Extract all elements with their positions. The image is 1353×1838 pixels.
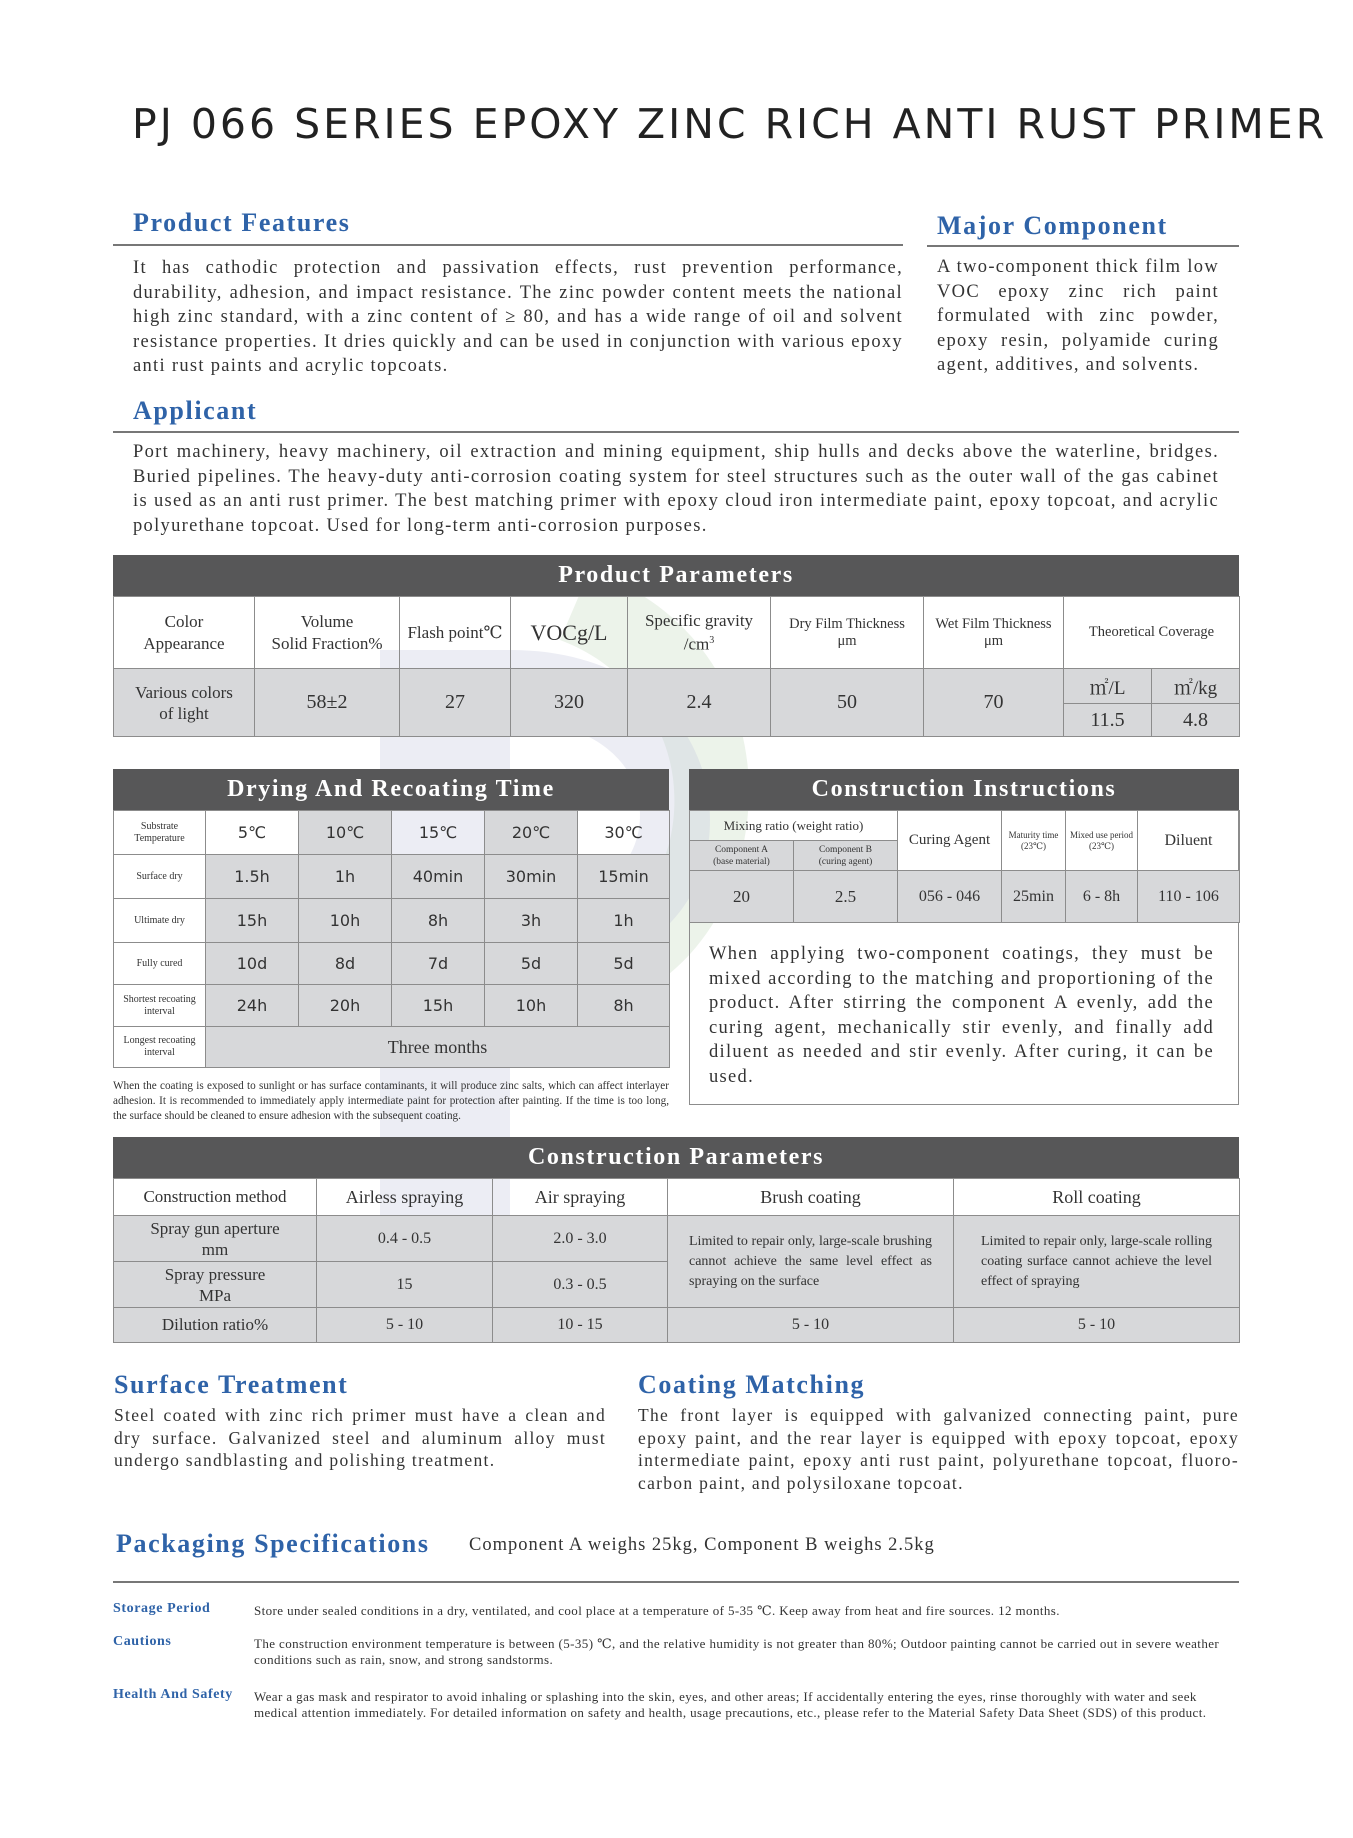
d-cell: 20h xyxy=(299,985,392,1027)
d-temp: 5℃ xyxy=(206,811,299,855)
h-comp-b: Component B (curing agent) xyxy=(794,841,898,871)
surface-heading: Surface Treatment xyxy=(114,1370,349,1399)
d-cell: 15h xyxy=(392,985,485,1027)
v-air-aperture: 2.0 - 3.0 xyxy=(493,1216,668,1262)
brush-note: Limited to repair only, large-scale brushing cannot achieve the same level effect as spraying on the surface xyxy=(668,1216,954,1308)
d-temp: 20℃ xyxy=(485,811,578,855)
h-diluent: Diluent xyxy=(1138,811,1240,871)
v-airless-aperture: 0.4 - 0.5 xyxy=(317,1216,493,1262)
features-heading: Product Features xyxy=(133,208,351,237)
d-temp: 15℃ xyxy=(392,811,485,855)
v-flash: 27 xyxy=(400,669,511,737)
d-cell: 5d xyxy=(578,943,670,985)
v-comp-a: 20 xyxy=(690,871,794,923)
d-cell: 10h xyxy=(485,985,578,1027)
features-text: It has cathodic protection and passivation effects, rust prevention performance, durability, adhesion, and impact resistance. The zinc powder content meets the national high zinc standard, with a zinc content of ≥ 80, and has a wide range of oil and solvent resistance properties. It dries quickly and can be used in conjunction with various epoxy anti rust paints and acrylic topcoats. xyxy=(133,258,903,376)
v-cov-kg: 4.8 xyxy=(1152,704,1240,737)
h-flash: Flash point℃ xyxy=(400,597,511,669)
d-row-label: Ultimate dry xyxy=(114,899,206,943)
h-brush: Brush coating xyxy=(668,1179,954,1216)
d-cell: 15min xyxy=(578,855,670,899)
d-temp: 10℃ xyxy=(299,811,392,855)
d-cell: 1.5h xyxy=(206,855,299,899)
page-title: PJ 066 SERIES EPOXY ZINC RICH ANTI RUST PRIMER xyxy=(132,100,1328,148)
d-cell: 1h xyxy=(299,855,392,899)
v-voc: 320 xyxy=(511,669,628,737)
cautions-text: The construction environment temperature is between (5-35) ℃, and the relative humidity is not greater than 80%; Outdoor painting cannot be carried out in severe weather conditions such as rain, snow, and strong sandstorms. xyxy=(254,1636,1220,1667)
v-wet: 70 xyxy=(924,669,1064,737)
d-cell: 3h xyxy=(485,899,578,943)
v-volume: 58±2 xyxy=(255,669,400,737)
v-air-pressure: 0.3 - 0.5 xyxy=(493,1262,668,1308)
r-dilution: Dilution ratio% xyxy=(114,1308,317,1343)
params-table xyxy=(113,596,1240,737)
mix-ratio: Mixing ratio (weight ratio) xyxy=(690,811,898,841)
matching-text: The front layer is equipped with galvanized connecting paint, pure epoxy paint, and the rear layer is equipped with epoxy topcoat, epoxy intermediate paint, epoxy anti rust paint, polyurethane topcoat, fluoro-carbon paint, and polysiloxane topcoat. xyxy=(638,1405,1239,1493)
v-sg: 2.4 xyxy=(628,669,771,737)
applicant-rule xyxy=(113,431,1239,433)
d-cell: 8d xyxy=(299,943,392,985)
h-maturity: Maturity time (23℃) xyxy=(1002,811,1066,871)
h-method: Construction method xyxy=(114,1179,317,1216)
r-aperture: Spray gun aperture mm xyxy=(114,1216,317,1262)
component-text: A two-component thick film low VOC epoxy zinc rich paint formulated with zinc powder, epoxy resin, polyamide curing agent, additives, and solvents. xyxy=(937,257,1219,375)
v-color: Various colors of light xyxy=(114,669,255,737)
v-cov-l: 11.5 xyxy=(1064,704,1152,737)
v-mixed-use: 6 - 8h xyxy=(1066,871,1138,923)
v-dry: 50 xyxy=(771,669,924,737)
v-brush-dilution: 5 - 10 xyxy=(668,1308,954,1343)
storage-text: Store under sealed conditions in a dry, ventilated, and cool place at a temperature of 5-35 ℃. Keep away from heat and fire sources. 12 months. xyxy=(254,1603,1060,1618)
h-airless: Airless spraying xyxy=(317,1179,493,1216)
h-volume: Volume Solid Fraction% xyxy=(255,597,400,669)
v-comp-b: 2.5 xyxy=(794,871,898,923)
component-heading: Major Component xyxy=(937,211,1168,240)
h-roll: Roll coating xyxy=(954,1179,1240,1216)
h-air: Air spraying xyxy=(493,1179,668,1216)
component-rule xyxy=(927,245,1239,247)
health-text: Wear a gas mask and respirator to avoid inhaling or splashing into the skin, eyes, and other areas; If accidentally entering the eyes, rinse thoroughly with water and seek medical attention immediately. For detailed information on safety and health, usage precautions, etc., please refer to the Material Safety Data Sheet (SDS) of this product. xyxy=(254,1689,1207,1720)
applicant-heading: Applicant xyxy=(133,396,258,425)
instructions-bar: Construction Instructions xyxy=(689,769,1239,810)
d-temp: 30℃ xyxy=(578,811,670,855)
cautions-label: Cautions xyxy=(113,1634,172,1649)
d-row-label: Surface dry xyxy=(114,855,206,899)
h-comp-a: Component A (base material) xyxy=(690,841,794,871)
drying-note: When the coating is exposed to sunlight or has surface contaminants, it will produce zinc salts, which can affect interlayer adhesion. It is recommended to immediately apply intermediate paint for protection after painting. If the time is too long, the surface should be cleaned to ensure adhesion with the subsequent coating. xyxy=(113,1080,669,1122)
storage-label: Storage Period xyxy=(113,1601,211,1616)
d-cell: 10h xyxy=(299,899,392,943)
h-mixed-use: Mixed use period (23℃) xyxy=(1066,811,1138,871)
u-per-kg: ㎡/kg xyxy=(1152,669,1240,704)
d-cell: 24h xyxy=(206,985,299,1027)
r-pressure: Spray pressure MPa xyxy=(114,1262,317,1308)
roll-note: Limited to repair only, large-scale rolling coating surface cannot achieve the level effect of spraying xyxy=(954,1216,1240,1308)
instructions-table xyxy=(689,810,1240,923)
features-rule xyxy=(113,244,903,246)
drying-table xyxy=(113,810,670,1068)
d-long-label: Longest recoating interval xyxy=(114,1027,206,1068)
packaging-heading: Packaging Specifications xyxy=(116,1529,430,1558)
d-substrate: Substrate Temperature xyxy=(114,811,206,855)
v-roll-dilution: 5 - 10 xyxy=(954,1308,1240,1343)
h-coverage: Theoretical Coverage xyxy=(1064,597,1240,669)
h-dry: Dry Film Thickness μm xyxy=(771,597,924,669)
d-cell: 8h xyxy=(392,899,485,943)
d-cell: 30min xyxy=(485,855,578,899)
d-cell: 5d xyxy=(485,943,578,985)
v-airless-pressure: 15 xyxy=(317,1262,493,1308)
health-label: Health And Safety xyxy=(113,1687,233,1702)
d-row-label: Fully cured xyxy=(114,943,206,985)
packaging-text: Component A weighs 25kg, Component B weighs 2.5kg xyxy=(469,1535,935,1555)
d-short-label: Shortest recoating interval xyxy=(114,985,206,1027)
applicant-text: Port machinery, heavy machinery, oil extraction and mining equipment, ship hulls and decks above the waterline, bridges. Buried pipelines. The heavy-duty anti-corrosion coating system for steel structures such as the outer wall of the gas cabinet is used as an anti rust primer. The best matching primer with epoxy cloud iron intermediate paint, epoxy topcoat, and acrylic polyurethane topcoat. Used for long-term anti-corrosion purposes. xyxy=(133,442,1219,536)
h-voc: VOCg/L xyxy=(511,597,628,669)
v-maturity: 25min xyxy=(1002,871,1066,923)
construction-bar: Construction Parameters xyxy=(113,1137,1239,1178)
u-per-l: ㎡/L xyxy=(1064,669,1152,704)
d-cell: 1h xyxy=(578,899,670,943)
h-curing: Curing Agent xyxy=(898,811,1002,871)
d-cell: 15h xyxy=(206,899,299,943)
v-curing: 056 - 046 xyxy=(898,871,1002,923)
packaging-rule xyxy=(113,1581,1239,1583)
h-wet: Wet Film Thickness μm xyxy=(924,597,1064,669)
h-sg: Specific gravity $/cm^3$ xyxy=(628,597,771,669)
v-diluent: 110 - 106 xyxy=(1138,871,1240,923)
drying-bar: Drying And Recoating Time xyxy=(113,769,669,810)
d-cell: 7d xyxy=(392,943,485,985)
d-long-value: Three months xyxy=(206,1027,670,1068)
construction-table xyxy=(113,1178,1240,1343)
v-air-dilution: 10 - 15 xyxy=(493,1308,668,1343)
params-bar: Product Parameters xyxy=(113,555,1239,596)
instructions-text: When applying two-component coatings, they must be mixed according to the matching and proportioning of the product. After stirring the component A evenly, add the curing agent, mechanically stir evenly, and finally add diluent as needed and stir evenly. After curing, it can be used. xyxy=(709,944,1214,1087)
d-cell: 8h xyxy=(578,985,670,1027)
d-cell: 40min xyxy=(392,855,485,899)
surface-text: Steel coated with zinc rich primer must have a clean and dry surface. Galvanized steel and aluminum alloy must undergo sandblasting and polishing treatment. xyxy=(114,1405,606,1470)
d-cell: 10d xyxy=(206,943,299,985)
h-color: Color Appearance xyxy=(114,597,255,669)
v-airless-dilution: 5 - 10 xyxy=(317,1308,493,1343)
matching-heading: Coating Matching xyxy=(638,1370,866,1399)
